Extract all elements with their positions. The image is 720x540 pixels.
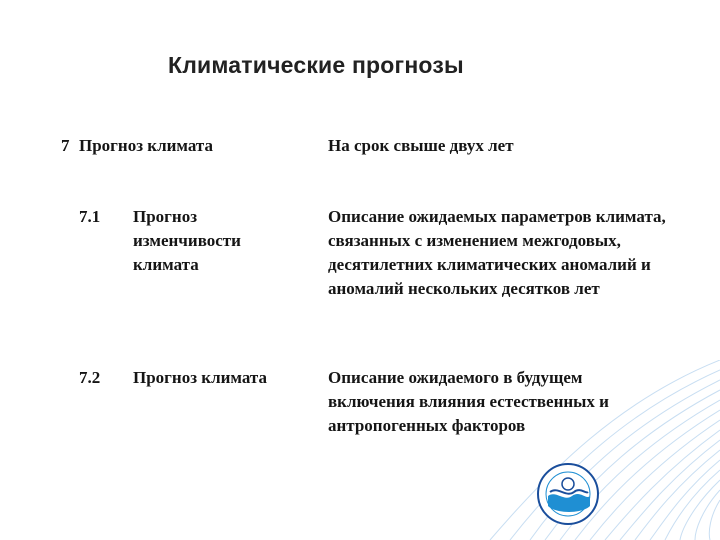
row-description: Описание ожидаемых параметров климата, связанных с изменением межгодовых, десятилетних климатических аномалий и аномалий нескольких десятков лет — [328, 207, 666, 298]
row-number: 7.1 — [79, 207, 101, 226]
row-name: Прогноз изменчивости климата — [133, 207, 241, 274]
section-number: 7 — [61, 136, 70, 155]
roshydromet-logo — [536, 462, 600, 526]
section-description: На срок свыше двух лет — [328, 136, 514, 155]
row-name: Прогноз климата — [133, 368, 267, 387]
row-number: 7.2 — [79, 368, 101, 387]
row-description: Описание ожидаемого в будущем включения влияния естественных и антропогенных факторов — [328, 368, 609, 435]
section-name: Прогноз климата — [79, 136, 213, 155]
page-title: Климатические прогнозы — [168, 52, 464, 78]
